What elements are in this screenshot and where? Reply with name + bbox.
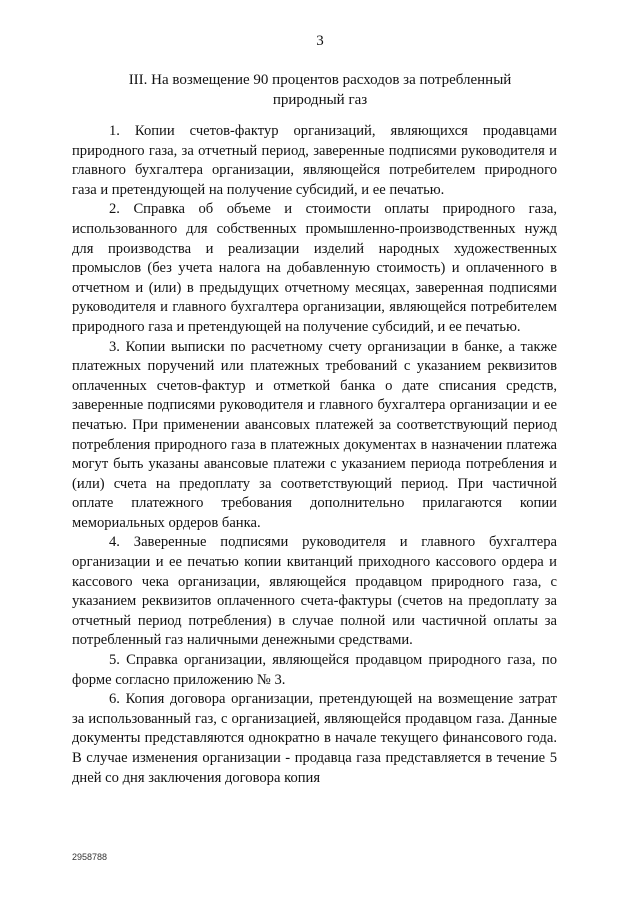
page-number: 3 — [316, 33, 324, 49]
document-code: 2958788 — [72, 852, 108, 862]
paragraph-2: 2. Справка об объеме и стоимости оплаты природного газа, использованного для собственных промышленно-производственных нужд для производства и реализации изделий народных художественных промыслов (без учета налога на добавленную стоимость) и оплаченного в отчетном и (или) в предыдущих отчетному месяцах, заверенная подписями руководителя и главного бухгалтера организации, являющейся потребителем природного газа и претендующей на получение субсидий, и ее печатью. — [72, 201, 557, 335]
paragraph-3: 3. Копии выписки по расчетному счету организации в банке, а также платежных поручений или платежных требований с указанием реквизитов оплаченных счетов-фактур и отметкой банка о дате списания средств, заверенные подписями руководителя и главного бухгалтера организации и ее печатью. При применении авансовых платежей за соответствующий период потребления природного газа в платежных документах в назначении платежа могут быть указаны авансовые платежи с указанием периода потребления и (или) счета на предоплату за соответствующий период. При частичной оплате платежного требования дополнительно прилагаются копии мемориальных ордеров банка. — [72, 338, 557, 531]
document-body — [72, 122, 557, 788]
paragraph-5: 5. Справка организации, являющейся продавцом природного газа, по форме согласно приложению № 3. — [72, 652, 557, 688]
paragraph-4: 4. Заверенные подписями руководителя и главного бухгалтера организации и ее печатью копии квитанций приходного кассового ордера и кассового чека организации, являющейся продавцом природного газа, с указанием реквизитов оплаченного счета-фактуры (счетов на предоплату за отчетный период потребления) в случае полной или частичной оплаты за потребленный газ наличными денежными средствами. — [72, 534, 557, 649]
section-title: III. На возмещение 90 процентов расходов за потребленный природный газ — [128, 72, 512, 108]
paragraph-6: 6. Копия договора организации, претендующей на возмещение затрат за использованный газ, с организацией, являющейся продавцом газа. Данные документы представляются однократно в начале текущего финансового года. В случае изменения организации - продавца газа представляется в течение 5 дней со дня заключения договора копия — [72, 691, 557, 786]
paragraph-1: 1. Копии счетов-фактур организаций, являющихся продавцами природного газа, за отчетный период, заверенные подписями руководителя и главного бухгалтера организации, являющейся потребителем природного газа и претендующей на получение субсидий, и ее печатью. — [72, 123, 557, 198]
